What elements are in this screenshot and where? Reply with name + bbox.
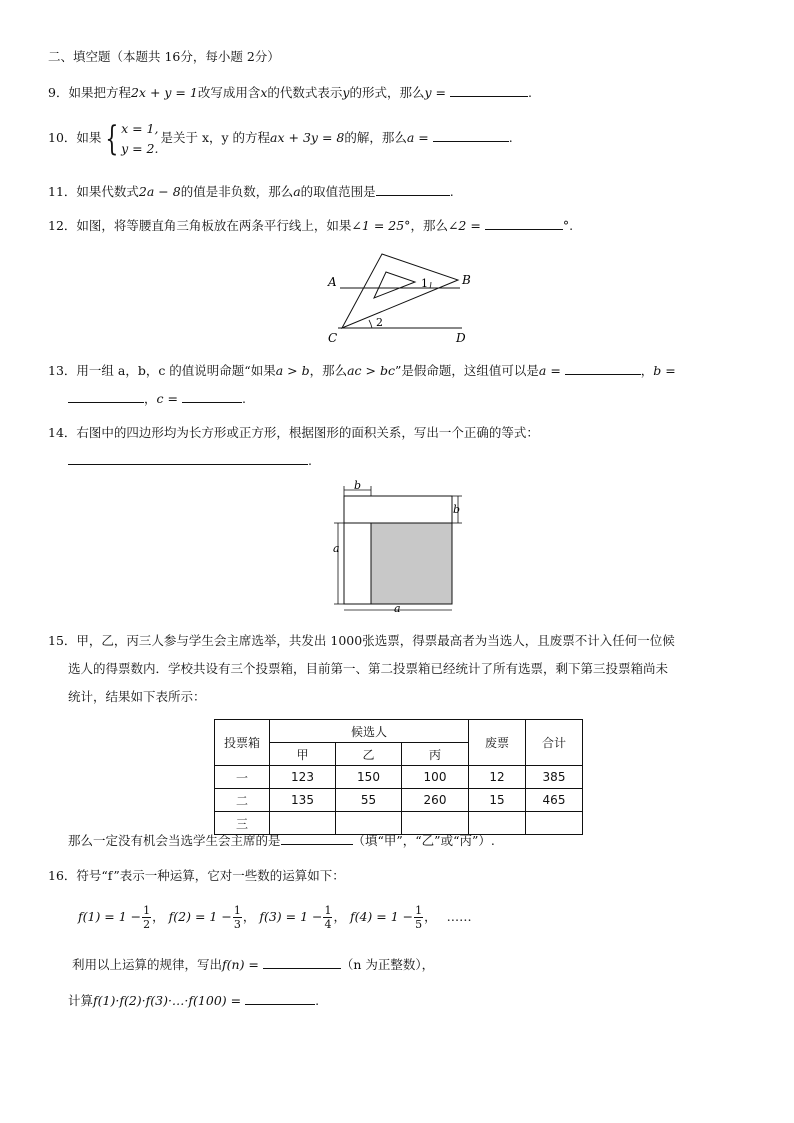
question-15-line2: 选人的得票数内．学校共设有三个投票箱，目前第一、第二投票箱已经统计了所有选票，剩下第三投票箱尚未 [68, 661, 669, 676]
fraction: $\frac{1}{4}$ [324, 904, 332, 931]
answer-blank-q12[interactable] [485, 217, 563, 230]
question-16: 16．符号“f”表示一种运算，它对一些数的运算如下： [48, 868, 345, 883]
label-a-left: a [333, 542, 340, 555]
label-b-top: b [354, 480, 362, 492]
answer-blank-q16-prod[interactable] [245, 992, 315, 1005]
label-d: D [456, 331, 466, 345]
figure-parallel-lines-triangle [320, 250, 480, 350]
question-13: 13．用一组 a，b，c 的值说明命题“如果a > b，那么ac > bc”是假命题，这组值可以是a = ，b = [48, 363, 676, 378]
answer-blank-q13-b[interactable] [68, 390, 144, 403]
question-12: 12．如图，将等腰直角三角板放在两条平行线上，如果∠1 = 25°，那么∠2 = °. [48, 218, 574, 233]
figure-area-squares [328, 480, 468, 615]
square-shaded [371, 523, 452, 604]
question-16-line3: 计算f(1)·f(2)·f(3)·…·f(100) = . [68, 993, 320, 1008]
fraction: $\frac{1}{5}$ [415, 904, 423, 931]
answer-blank-q15[interactable] [281, 832, 353, 845]
fraction: $\frac{1}{2}$ [143, 904, 151, 931]
section-title: 二、填空题（本题共 16分，每小题 2分） [48, 49, 280, 64]
question-14-answer: . [68, 452, 312, 470]
question-11: 11．如果代数式2a − 8的值是非负数，那么a的取值范围是 . [48, 184, 454, 199]
angle-1-arc [430, 282, 431, 288]
header-candidates: 候选人 [270, 720, 469, 743]
header-yi: 乙 [336, 743, 402, 766]
question-16-line2: 利用以上运算的规律，写出f(n) = （n 为正整数）， [72, 957, 435, 972]
label-angle-1: 1 [421, 277, 428, 290]
header-box: 投票箱 [215, 720, 270, 766]
table-row: 一 123 150 100 12 385 [215, 766, 583, 789]
answer-blank-q11[interactable] [376, 183, 450, 196]
table-row: 三 [215, 812, 583, 835]
question-15-line3: 统计，结果如下表所示： [68, 689, 206, 704]
answer-blank-q13-a[interactable] [565, 362, 641, 375]
table-row: 二 135 55 260 15 465 [215, 789, 583, 812]
left-brace: { [105, 118, 119, 159]
question-15-answer: 那么一定没有机会当选学生会主席的是 （填“甲”，“乙”或“丙”）. [68, 833, 495, 848]
question-9: 9．如果把方程2x + y = 1改写成用含x的代数式表示y的形式，那么y = . [48, 85, 532, 100]
set-square-inner [374, 272, 415, 298]
header-void: 废票 [469, 720, 526, 766]
question-14: 14．右图中的四边形均为长方形或正方形，根据图形的面积关系，写出一个正确的等式： [48, 425, 539, 440]
question-13-cont: ，c = . [68, 390, 246, 408]
fraction: $\frac{1}{3}$ [233, 904, 241, 931]
header-total: 合计 [526, 720, 583, 766]
header-bing: 丙 [402, 743, 469, 766]
answer-blank-q13-c[interactable] [182, 390, 242, 403]
question-15: 15．甲，乙，丙三人参与学生会主席选举，共发出 1000张选票，得票最高者为当选人，且废票不计入任何一位候 [48, 633, 675, 648]
answer-blank-q14[interactable] [68, 452, 308, 465]
answer-blank-q9[interactable] [450, 84, 528, 97]
question-10: 10．如果 { x = 1, y = 2. 是关于 x，y 的方程ax + 3y = 8的解，那么a = . [48, 118, 513, 159]
header-jia: 甲 [270, 743, 336, 766]
set-square-outer [342, 254, 458, 328]
label-a-bottom: a [394, 602, 401, 615]
label-b-right: b [453, 503, 461, 516]
vote-table [214, 719, 583, 835]
label-b: B [462, 273, 471, 287]
answer-blank-q16-fn[interactable] [263, 956, 341, 969]
answer-blank-q10[interactable] [433, 129, 509, 142]
label-a: A [328, 275, 337, 289]
label-c: C [328, 331, 338, 345]
equation-system: x = 1, y = 2. [121, 120, 159, 156]
label-angle-2: 2 [376, 316, 383, 329]
angle-2-arc [369, 320, 372, 328]
question-16-examples: f(1) = 1 − $\frac{1}{2}$ ， f(2) = 1 − $\frac{1}{3}$ ， f(3) = 1 − $\frac{1}{4}$ ， f(4) = 1 − $\frac{1}{5}$ ， …… [78, 904, 472, 931]
